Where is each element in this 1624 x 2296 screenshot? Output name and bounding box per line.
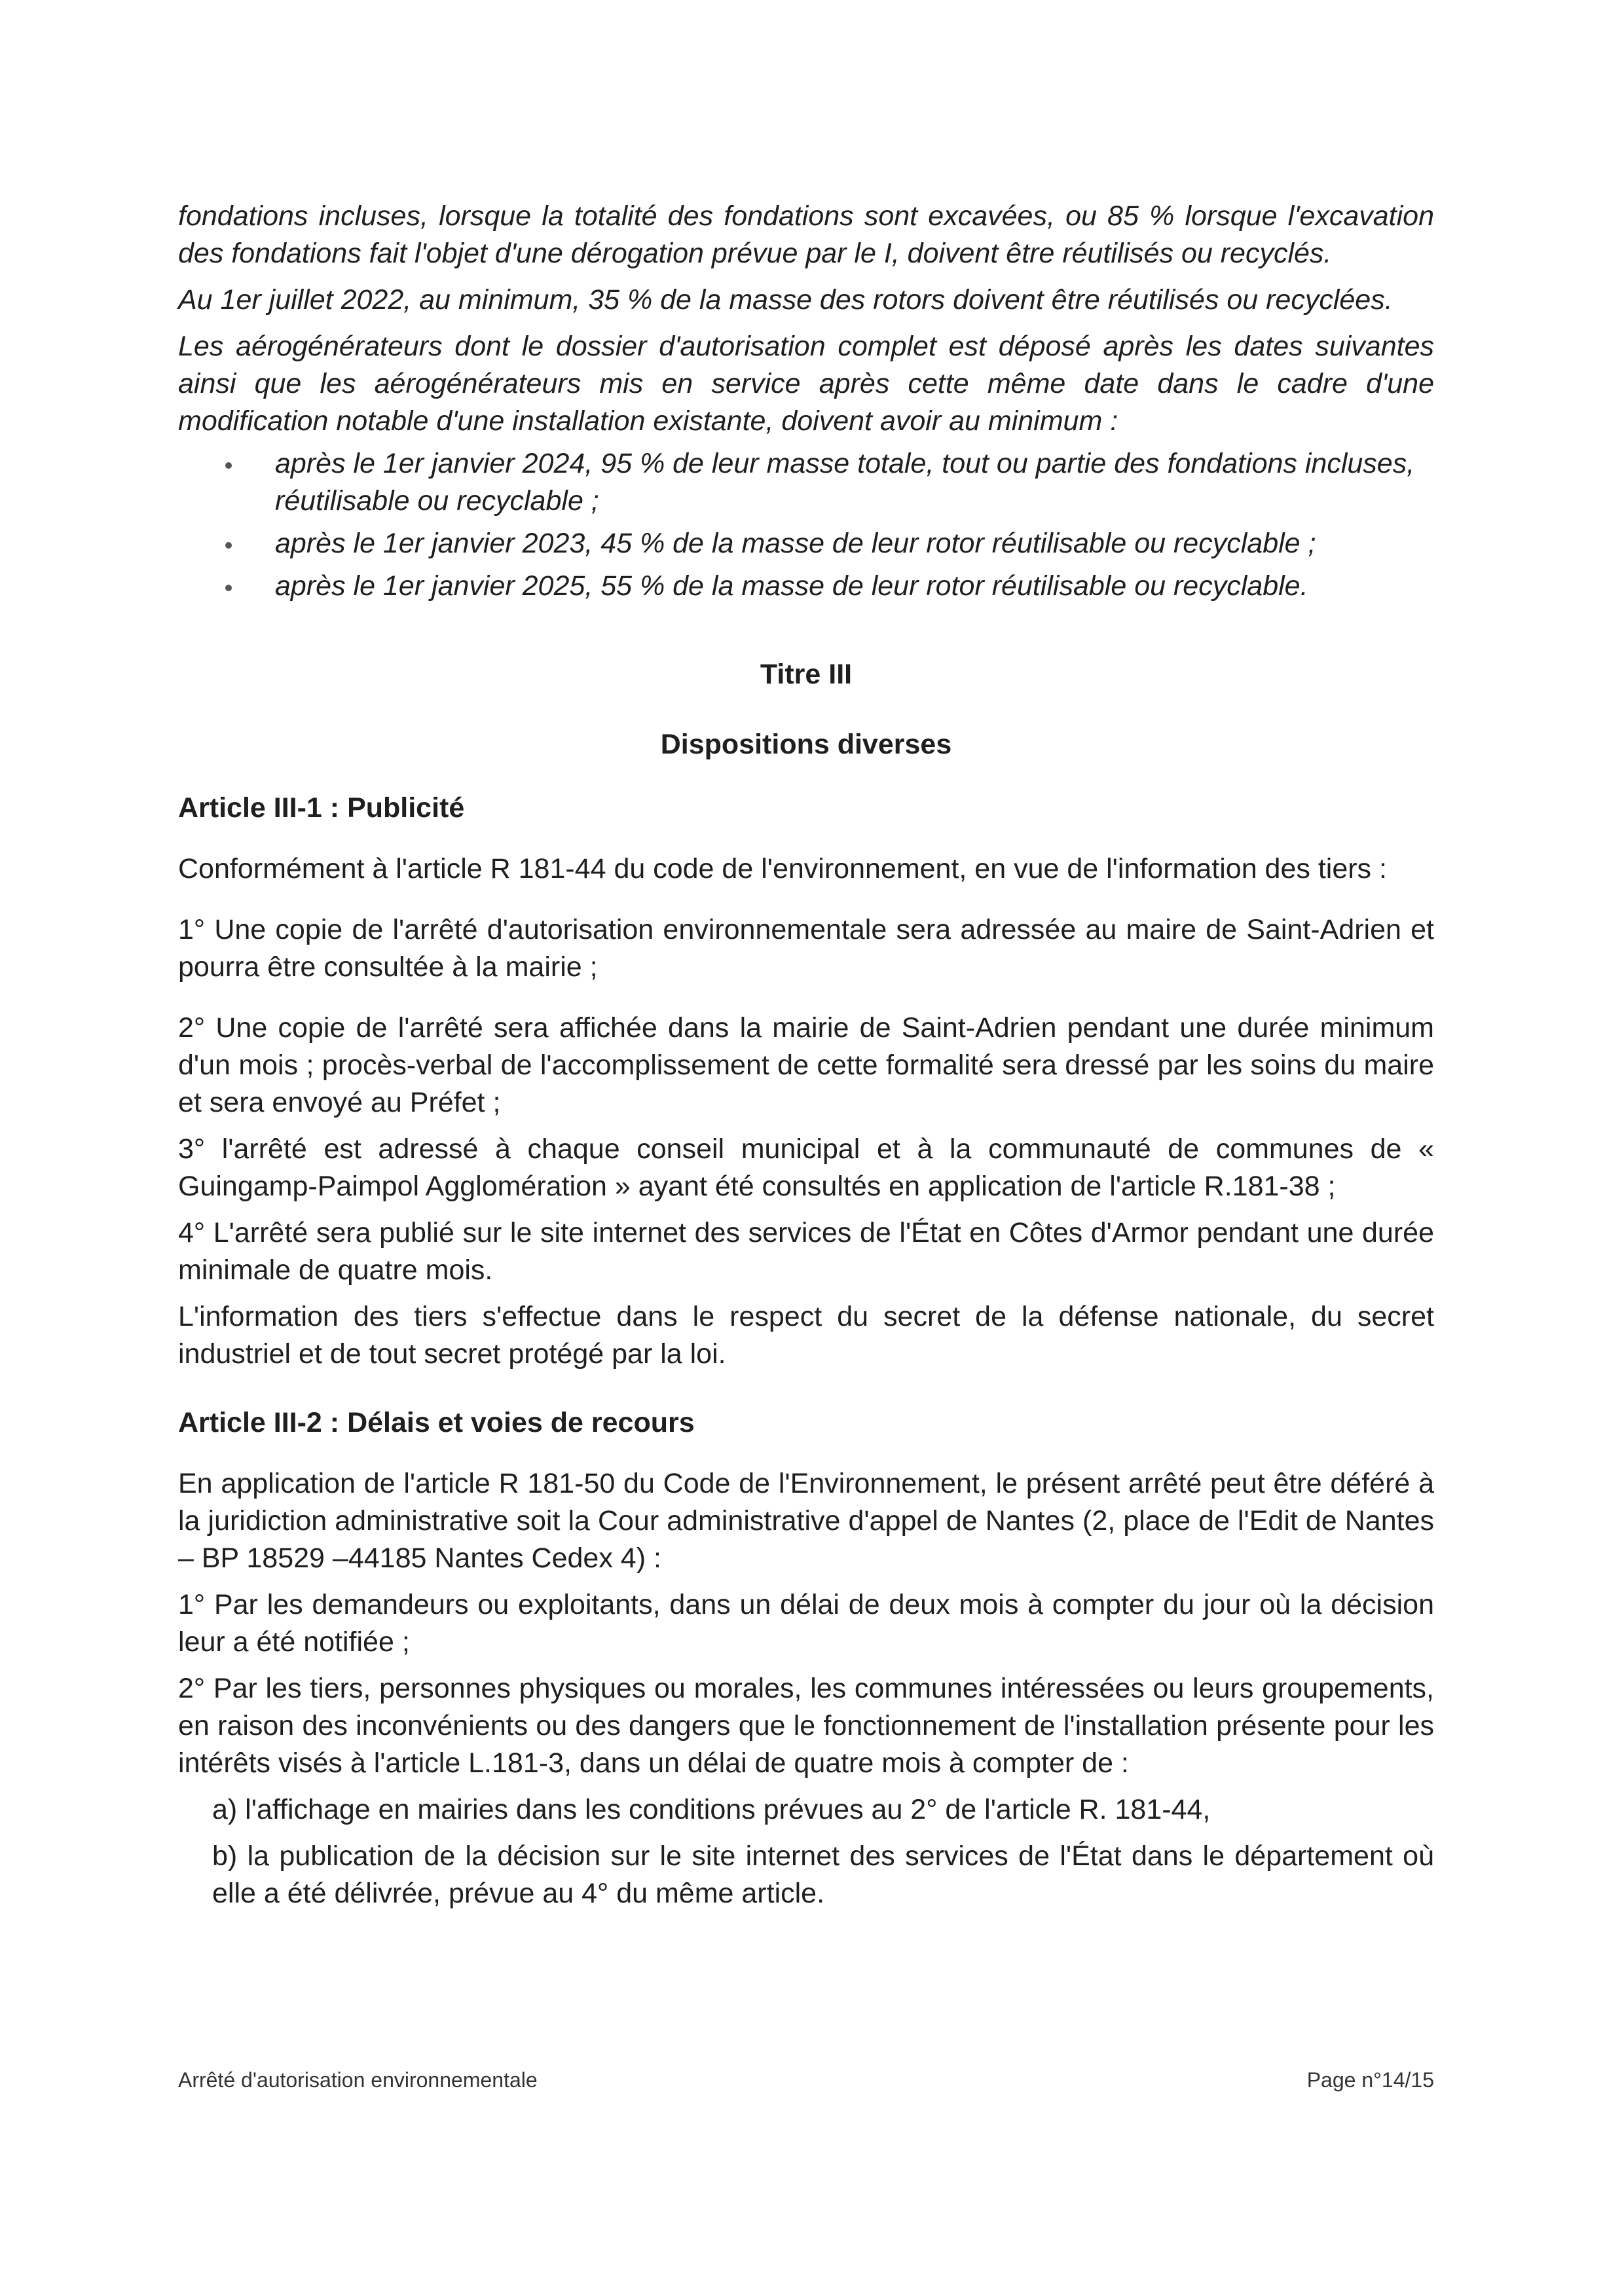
bullet-text: après le 1er janvier 2025, 55 % de la masse de leur rotor réutilisable ou recyclable.	[275, 570, 1308, 602]
list-item	[178, 445, 1434, 520]
page-content	[178, 198, 1434, 1912]
article-iii-1-closing: L'information des tiers s'effectue dans le respect du secret de la défense nationale, du secret industriel et de tout secret protégé par la loi.	[178, 1301, 1434, 1370]
intro-paragraph-1: fondations incluses, lorsque la totalité des fondations sont excavées, ou 85 % lorsque l'excavation des fondations fait l'objet d'une dérogation prévue par le I, doivent être réutilisés ou recyclés.	[178, 200, 1434, 269]
intro-bullet-list	[178, 445, 1434, 605]
article-iii-1-item-4: 4° L'arrêté sera publié sur le site internet des services de l'État en Côtes d'Armor pendant une durée minimale de quatre mois.	[178, 1217, 1434, 1286]
bullet-icon	[225, 585, 232, 591]
article-iii-1-paragraph: Conformément à l'article R 181-44 du code de l'environnement, en vue de l'information des tiers :	[178, 853, 1387, 884]
article-iii-1-item-2: 2° Une copie de l'arrêté sera affichée dans la mairie de Saint-Adrien pendant une durée minimum d'un mois ; procès-verbal de l'accomplissement de cette formalité sera dressé par les soins du maire et sera envoyé au Préfet ;	[178, 1012, 1434, 1118]
bullet-icon	[225, 462, 232, 469]
bullet-icon	[225, 542, 232, 549]
article-iii-1-item-1: 1° Une copie de l'arrêté d'autorisation environnementale sera adressée au maire de Saint-Adrien et pourra être consultée à la mairie ;	[178, 914, 1434, 983]
intro-paragraph-3: Les aérogénérateurs dont le dossier d'autorisation complet est déposé après les dates suivantes ainsi que les aérogénérateurs mis en service après cette même date dans le cadre d'une modification notable d'une installation existante, doivent avoir au minimum :	[178, 331, 1434, 437]
titre-heading: Titre III	[760, 659, 853, 690]
article-iii-2-sub-b: b) la publication de la décision sur le site internet des services de l'État dans le département où elle a été délivrée, prévue au 4° du même article.	[212, 1840, 1434, 1909]
bullet-text: après le 1er janvier 2024, 95 % de leur masse totale, tout ou partie des fondations incluses, réutilisable ou recyclable ;	[275, 448, 1415, 517]
article-iii-2-heading: Article III-2 : Délais et voies de recours	[178, 1407, 695, 1438]
article-iii-2-sub-a: a) l'affichage en mairies dans les conditions prévues au 2° de l'article R. 181-44,	[212, 1794, 1211, 1825]
article-iii-2-item-1: 1° Par les demandeurs ou exploitants, dans un délai de deux mois à compter du jour où la décision leur a été notifiée ;	[178, 1589, 1434, 1658]
titre-subtitle: Dispositions diverses	[660, 729, 952, 760]
list-item	[178, 525, 1434, 562]
intro-paragraph-2: Au 1er juillet 2022, au minimum, 35 % de la masse des rotors doivent être réutilisés ou recyclées.	[178, 284, 1393, 316]
bullet-text: après le 1er janvier 2023, 45 % de la masse de leur rotor réutilisable ou recyclable ;	[275, 528, 1316, 559]
article-iii-2-item-2: 2° Par les tiers, personnes physiques ou morales, les communes intéressées ou leurs groupements, en raison des inconvénients ou des dangers que le fonctionnement de l'installation présente pour les intérêts visés à l'article L.181-3, dans un délai de quatre mois à compter de :	[178, 1673, 1434, 1779]
article-iii-2-paragraph: En application de l'article R 181-50 du Code de l'Environnement, le présent arrêté peut être déféré à la juridiction administrative soit la Cour administrative d'appel de Nantes (2, place de l'Edit de Nantes – BP 18529 –44185 Nantes Cedex 4) :	[178, 1468, 1434, 1574]
page-footer	[178, 2067, 1434, 2093]
article-iii-1-heading: Article III-1 : Publicité	[178, 792, 465, 824]
article-iii-1-item-3: 3° l'arrêté est adressé à chaque conseil municipal et à la communauté de communes de « Guingamp-Paimpol Agglomération » ayant été consultés en application de l'article R.181-38 ;	[178, 1133, 1434, 1202]
list-item	[178, 568, 1434, 605]
footer-page-number: Page n°14/15	[1306, 2068, 1434, 2092]
footer-document-title: Arrêté d'autorisation environnementale	[178, 2068, 538, 2092]
